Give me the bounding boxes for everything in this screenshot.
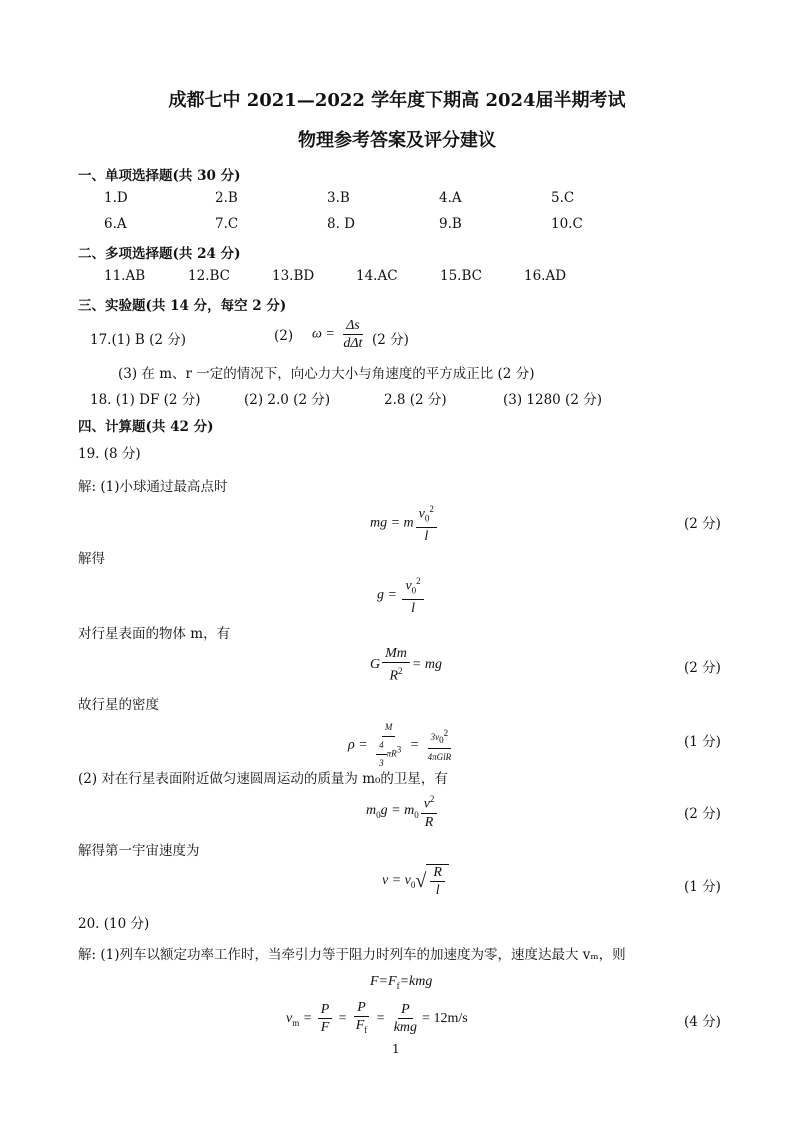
q20-intro: 解: (1)列车以额定功率工作时，当牵引力等于阻力时列车的加速度为零，速度达最大 vₘ，则 bbox=[78, 947, 626, 963]
answer-9: 9.B bbox=[439, 216, 462, 232]
section-experiment-heading: 三、实验题(共 14 分，每空 2 分) bbox=[78, 298, 287, 314]
equation-mg-centripetal: mg = m $\frac{v_0^2}{l}$ bbox=[370, 502, 439, 544]
answer-18-2a: (2) 2.0 (2 分) bbox=[244, 392, 331, 408]
page-number: 1 bbox=[392, 1042, 400, 1056]
answer-13: 13.BD bbox=[272, 268, 315, 284]
planet-object-text: 对行星表面的物体 m，有 bbox=[78, 626, 231, 642]
answer-6: 6.A bbox=[104, 216, 127, 232]
equation-gravity: G $\frac{Mm}{R^2}$ = mg bbox=[370, 646, 442, 684]
part-2-text: (2) 对在行星表面附近做匀速圆周运动的质量为 m₀的卫星，有 bbox=[78, 771, 448, 787]
score-19-a: (2 分) bbox=[684, 516, 721, 532]
exam-title: 成都七中 2021—2022 学年度下期高 2024届半期考试 bbox=[168, 90, 626, 111]
answer-17-3: (3) 在 m、r 一定的情况下，向心力大小与角速度的平方成正比 (2 分) bbox=[118, 366, 535, 382]
section-single-choice-heading: 一、单项选择题(共 30 分) bbox=[78, 168, 241, 184]
answer-11: 11.AB bbox=[104, 268, 146, 284]
equation-density: ρ = M $\frac{4}{3}$ $\pi R^3$ = $\frac{3v_0^2}{\text{4πGlR}}$ bbox=[348, 722, 452, 768]
answer-18-1: 18. (1) DF (2 分) bbox=[90, 392, 201, 408]
score-19-c: (1 分) bbox=[684, 734, 721, 750]
answer-17-2-label: (2) bbox=[274, 328, 294, 344]
q19-intro: 解: (1)小球通过最高点时 bbox=[78, 479, 228, 495]
section-calculation-heading: 四、计算题(共 42 分) bbox=[78, 419, 214, 435]
answer-18-2b: 2.8 (2 分) bbox=[384, 392, 447, 408]
omega-formula: ω = $\frac{\Delta s}{\text{dΔt}}$ bbox=[312, 318, 363, 351]
section-multi-choice-heading: 二、多项选择题(共 24 分) bbox=[78, 246, 241, 262]
answer-2: 2.B bbox=[215, 190, 238, 206]
answer-7: 7.C bbox=[215, 216, 239, 232]
answer-17-2-score: (2 分) bbox=[372, 332, 409, 348]
equation-max-velocity: $v_m$ = $\frac{P}{F}$ = $\frac{P}{F_f}$ = $\frac{P}{\text{kmg}}$ = 12m/s bbox=[286, 1000, 468, 1036]
score-19-d: (2 分) bbox=[684, 806, 721, 822]
question-19-heading: 19. (8 分) bbox=[78, 446, 141, 462]
score-19-b: (2 分) bbox=[684, 660, 721, 676]
answer-18-3: (3) 1280 (2 分) bbox=[503, 392, 602, 408]
answer-17-1: 17.(1) B (2 分) bbox=[90, 332, 187, 348]
question-20-heading: 20. (10 分) bbox=[78, 916, 150, 932]
answer-16: 16.AD bbox=[524, 268, 567, 284]
equation-g: g = $\frac{v_0^2}{l}$ bbox=[377, 574, 426, 616]
score-19-e: (1 分) bbox=[684, 879, 721, 895]
answer-3: 3.B bbox=[327, 190, 350, 206]
answer-10: 10.C bbox=[551, 216, 583, 232]
score-20-a: (4 分) bbox=[684, 1014, 721, 1030]
equation-satellite: $m_0g = m_0$ $\frac{v^2}{R}$ bbox=[366, 792, 439, 830]
solve-label-1: 解得 bbox=[78, 551, 105, 567]
answer-4: 4.A bbox=[439, 190, 462, 206]
equation-traction-force: $F=F_f=kmg$ bbox=[370, 974, 433, 991]
answer-8: 8. D bbox=[327, 216, 355, 232]
first-cosmic-velocity-text: 解得第一宇宙速度为 bbox=[78, 843, 200, 859]
answer-14: 14.AC bbox=[356, 268, 398, 284]
equation-first-cosmic-velocity: $v = v_0$ √ $\frac{R}{l}$ bbox=[382, 864, 449, 898]
answer-12: 12.BC bbox=[188, 268, 230, 284]
answer-key-title: 物理参考答案及评分建议 bbox=[298, 130, 496, 151]
answer-15: 15.BC bbox=[440, 268, 482, 284]
answer-1: 1.D bbox=[104, 190, 128, 206]
answer-5: 5.C bbox=[551, 190, 575, 206]
density-text: 故行星的密度 bbox=[78, 697, 159, 713]
